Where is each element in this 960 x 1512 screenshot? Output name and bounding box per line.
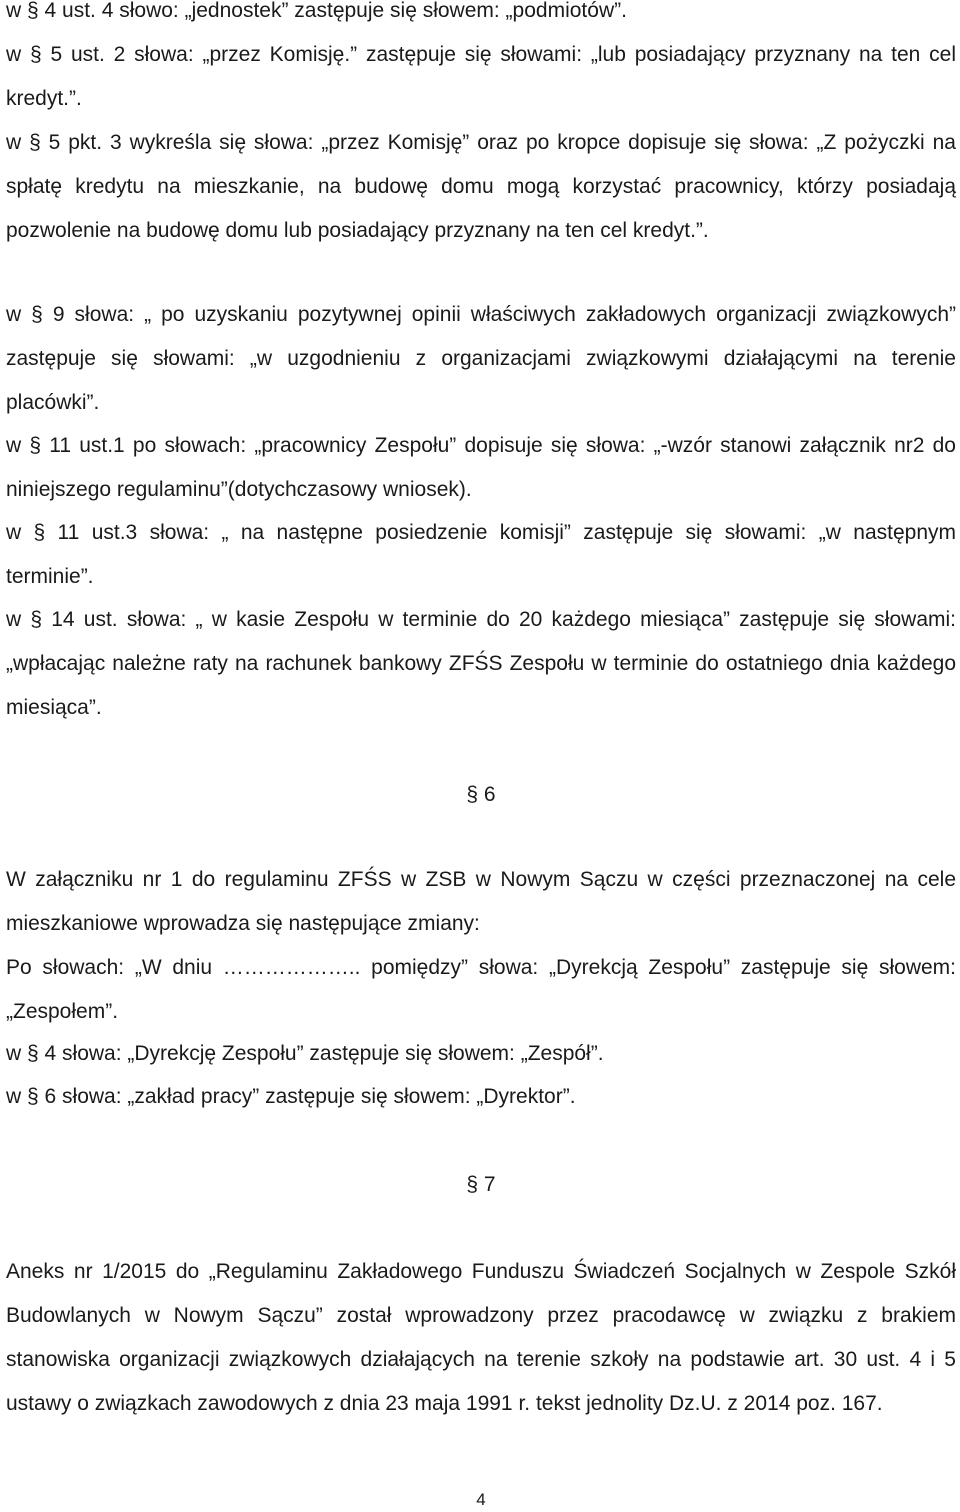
amendment-par4-ust4: w § 4 ust. 4 słowo: „jednostek” zastępuje się słowem: „podmiotów”. — [6, 0, 627, 22]
section-6-heading: § 6 — [466, 783, 496, 806]
section-6-intro: W załączniku nr 1 do regulaminu ZFŚS w ZSB w Nowym Sączu w części przeznaczonej na cele mieszkaniowe wprowadza się następujące zmiany: — [6, 868, 956, 935]
amendment-par9: w § 9 słowa: „ po uzyskaniu pozytywnej opinii właściwych zakładowych organizacji związkowych” zastępuje się słowami: „w uzgodnieniu z organizacjami związkowymi działającymi na terenie placówki”. — [6, 303, 956, 414]
amendment-par5-pkt3: w § 5 pkt. 3 wykreśla się słowa: „przez Komisję” oraz po kropce dopisuje się słowa: „Z pożyczki na spłatę kredytu na mieszkanie, na budowę domu mogą korzystać pracownicy, którzy posiadają pozwolenie na budowę domu lub posiadający przyznany na ten cel kredyt.”. — [6, 131, 956, 242]
section-6-change-1: Po słowach: „W dniu ……………….. pomiędzy” słowa: „Dyrekcją Zespołu” zastępuje się słowem: „Zespołem”. — [6, 956, 956, 1023]
document-page — [6, 0, 956, 1509]
amendment-par14: w § 14 ust. słowa: „ w kasie Zespołu w terminie do 20 każdego miesiąca” zastępuje się słowami: „wpłacając należne raty na rachunek bankowy ZFŚS Zespołu w terminie do ostatniego dnia każdego miesiąca”. — [6, 608, 956, 719]
page-number: 4 — [476, 1490, 486, 1509]
amendment-par5-ust2: w § 5 ust. 2 słowa: „przez Komisję.” zastępuje się słowami: „lub posiadający przyznany na ten cel kredyt.”. — [6, 43, 956, 110]
section-6-change-2: w § 4 słowa: „Dyrekcję Zespołu” zastępuje się słowem: „Zespół”. — [6, 1042, 604, 1065]
amendment-par11-ust1: w § 11 ust.1 po słowach: „pracownicy Zespołu” dopisuje się słowa: „-wzór stanowi załącznik nr2 do niniejszego regulaminu”(dotychczasowy wniosek). — [6, 434, 956, 501]
section-7-heading: § 7 — [466, 1173, 496, 1196]
amendment-par11-ust3: w § 11 ust.3 słowa: „ na następne posiedzenie komisji” zastępuje się słowami: „w następnym terminie”. — [6, 521, 956, 588]
section-6-change-3: w § 6 słowa: „zakład pracy” zastępuje się słowem: „Dyrektor”. — [6, 1085, 576, 1108]
section-7-body: Aneks nr 1/2015 do „Regulaminu Zakładowego Funduszu Świadczeń Socjalnych w Zespole Szkół Budowlanych w Nowym Sączu” został wprowadzony przez pracodawcę w związku z brakiem stanowiska organizacji związkowych działających na terenie szkoły na podstawie art. 30 ust. 4 i 5 ustawy o związkach zawodowych z dnia 23 maja 1991 r. tekst jednolity Dz.U. z 2014 poz. 167. — [6, 1260, 956, 1415]
